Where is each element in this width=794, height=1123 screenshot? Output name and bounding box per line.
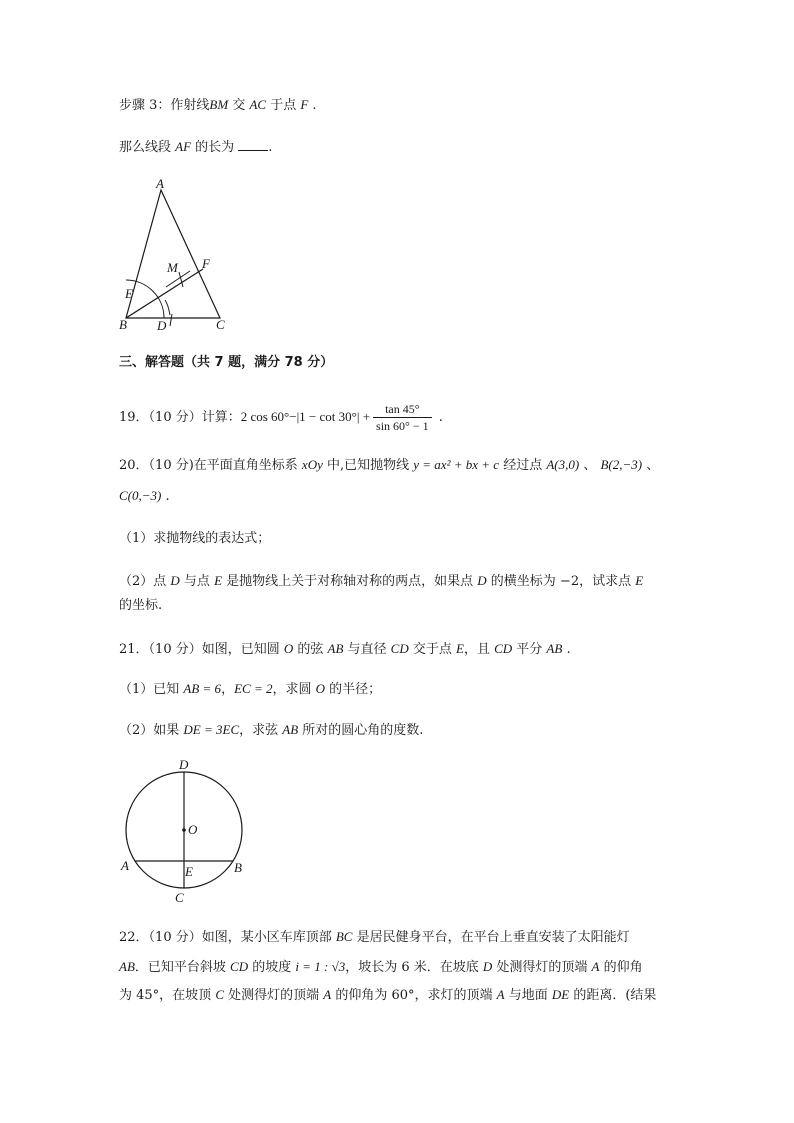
question-22-line3: [119, 986, 656, 1005]
t3: 所对的圆心角的度数.: [298, 723, 424, 738]
label-f: F: [202, 256, 210, 271]
t4: 的坡度: [248, 960, 296, 975]
sep2: 、: [642, 458, 660, 473]
label-m: M: [167, 260, 178, 275]
triangle-abc: [126, 190, 220, 318]
chord-ab: AB: [327, 641, 344, 656]
arc-mark-2: [179, 272, 183, 287]
q19-expression: 2 cos 60°−|1 − cot 30°| +: [240, 409, 371, 424]
label-a: A: [121, 858, 129, 873]
step3-text2: 交: [228, 98, 250, 113]
label-d: D: [157, 318, 167, 333]
given-ec: EC = 2: [234, 681, 273, 696]
label-o: O: [188, 822, 198, 837]
t3: ．已知平台斜坡: [134, 960, 231, 975]
t3: ，求圆: [272, 682, 316, 697]
t12: 的距离．(结果: [569, 988, 657, 1003]
center-dot: [182, 828, 186, 832]
q19-fraction: [373, 401, 432, 434]
label-c: C: [216, 317, 225, 332]
segment-bc: BC: [335, 929, 353, 944]
q20-text2: 中,已知抛物线: [322, 458, 414, 473]
q19-label: 19．（10 分）计算：: [119, 410, 241, 425]
given-ab: AB = 6: [183, 681, 222, 696]
step3-end: .: [308, 98, 317, 113]
answer-blank[interactable]: [238, 138, 268, 151]
question-21: [119, 640, 571, 659]
t1: 22．（10 分）如图，某小区车库顶部: [119, 930, 336, 945]
t6: 处测得灯的顶端: [492, 960, 592, 975]
point-a: A: [591, 959, 600, 974]
t3: 是抛物线上关于对称轴对称的两点，如果点: [222, 574, 478, 589]
segment-ab: AB: [119, 959, 135, 974]
point-a3: A: [496, 987, 505, 1002]
question-22-line2: [119, 958, 643, 977]
label-a: A: [156, 176, 164, 191]
sep: 、: [579, 458, 601, 473]
t7: 的仰角: [599, 960, 643, 975]
t1: （2）点: [119, 574, 171, 589]
point-a: A(3,0): [546, 457, 580, 472]
t11: 与地面: [504, 988, 552, 1003]
point-c: C(0,−3): [119, 488, 162, 503]
q19-end: .: [434, 410, 443, 425]
q20-end: .: [161, 489, 170, 504]
question-21-part1: [119, 680, 381, 699]
t6: 平分: [512, 642, 547, 657]
t5: ，且: [463, 642, 495, 657]
t5: ，坡长为 6 米．在坡底: [345, 960, 483, 975]
q18-text: 那么线段: [119, 140, 176, 155]
t1: （2）如果: [119, 723, 184, 738]
q20-text: 20．（10 分)在平面直角坐标系: [119, 458, 302, 473]
fraction-denominator: sin 60° − 1: [376, 419, 429, 433]
point-e2: E: [635, 573, 644, 588]
question-20-part1: （1）求抛物线的表达式；: [119, 531, 271, 546]
q18-end: .: [268, 140, 273, 155]
t1: 21．（10 分）如图，已知圆: [119, 642, 284, 657]
given-de: DE = 3EC: [183, 722, 240, 737]
segment-cd: CD: [230, 959, 249, 974]
t7: .: [562, 642, 571, 657]
question-22-line1: [119, 928, 630, 947]
question-21-part2: [119, 721, 423, 740]
step3-line: [119, 96, 317, 115]
slope-ratio: i = 1 : √3: [295, 959, 346, 974]
ground-de: DE: [551, 987, 570, 1002]
circle-o: O: [283, 641, 294, 656]
t2: ，求弦: [239, 723, 283, 738]
segment-af: AF: [175, 139, 192, 154]
diameter-cd: CD: [390, 641, 409, 656]
step3-text: 步骤 3：作射线: [119, 98, 210, 113]
question-19: [119, 400, 443, 435]
label-b: B: [119, 317, 127, 332]
t10: 的仰角为 60°，求灯的顶端: [331, 988, 497, 1003]
circle-o: O: [315, 681, 325, 696]
triangle-figure: [110, 172, 240, 337]
t2: 与点: [179, 574, 215, 589]
t9: 处测得灯的顶端: [223, 988, 324, 1003]
question-20-part2: [119, 572, 643, 591]
question-20-line1: [119, 456, 659, 475]
t2: ，: [221, 682, 235, 697]
coord-system: xOy: [301, 457, 323, 472]
point-c: C: [215, 987, 224, 1002]
label-c: C: [175, 890, 184, 905]
point-b: B(2,−3): [600, 457, 643, 472]
label-e: E: [125, 286, 133, 301]
point-e: E: [214, 573, 223, 588]
step3-text3: 于点: [266, 98, 301, 113]
chord-ab: AB: [282, 722, 299, 737]
section-heading: 三、解答题（共 7 题，满分 78 分）: [119, 355, 334, 370]
ray-bm: BM: [209, 97, 229, 112]
q20-text3: 经过点: [499, 458, 547, 473]
chord-ab2: AB: [546, 641, 563, 656]
point-d2: D: [477, 573, 487, 588]
segment-ac: AC: [249, 97, 267, 112]
point-a2: A: [323, 987, 332, 1002]
circle-figure: [112, 756, 252, 906]
label-e: E: [185, 864, 193, 879]
t4: 交于点: [408, 642, 456, 657]
t2: 是居民健身平台，在平台上垂直安装了太阳能灯: [352, 930, 630, 945]
t4: 的横坐标为 −2，试求点: [486, 574, 636, 589]
q18-text2: 的长为: [191, 140, 239, 155]
point-d: D: [170, 573, 180, 588]
t4: 的半径；: [325, 682, 382, 697]
question-20-part2-line2: 的坐标.: [119, 598, 163, 613]
t1: （1）已知: [119, 682, 184, 697]
label-d: D: [179, 757, 189, 772]
t3: 与直径: [343, 642, 391, 657]
point-f: F: [300, 97, 309, 112]
question-20-line2: [119, 487, 170, 506]
label-b: B: [234, 860, 242, 875]
point-d: D: [482, 959, 493, 974]
diameter-cd2: CD: [494, 641, 513, 656]
t8: 为 45°，在坡顶: [119, 988, 216, 1003]
q18-question-line: [119, 138, 272, 157]
t2: 的弦: [293, 642, 328, 657]
point-e: E: [456, 641, 464, 656]
parabola-equation: y = ax² + bx + c: [413, 457, 500, 472]
fraction-numerator: tan 45°: [373, 401, 432, 418]
